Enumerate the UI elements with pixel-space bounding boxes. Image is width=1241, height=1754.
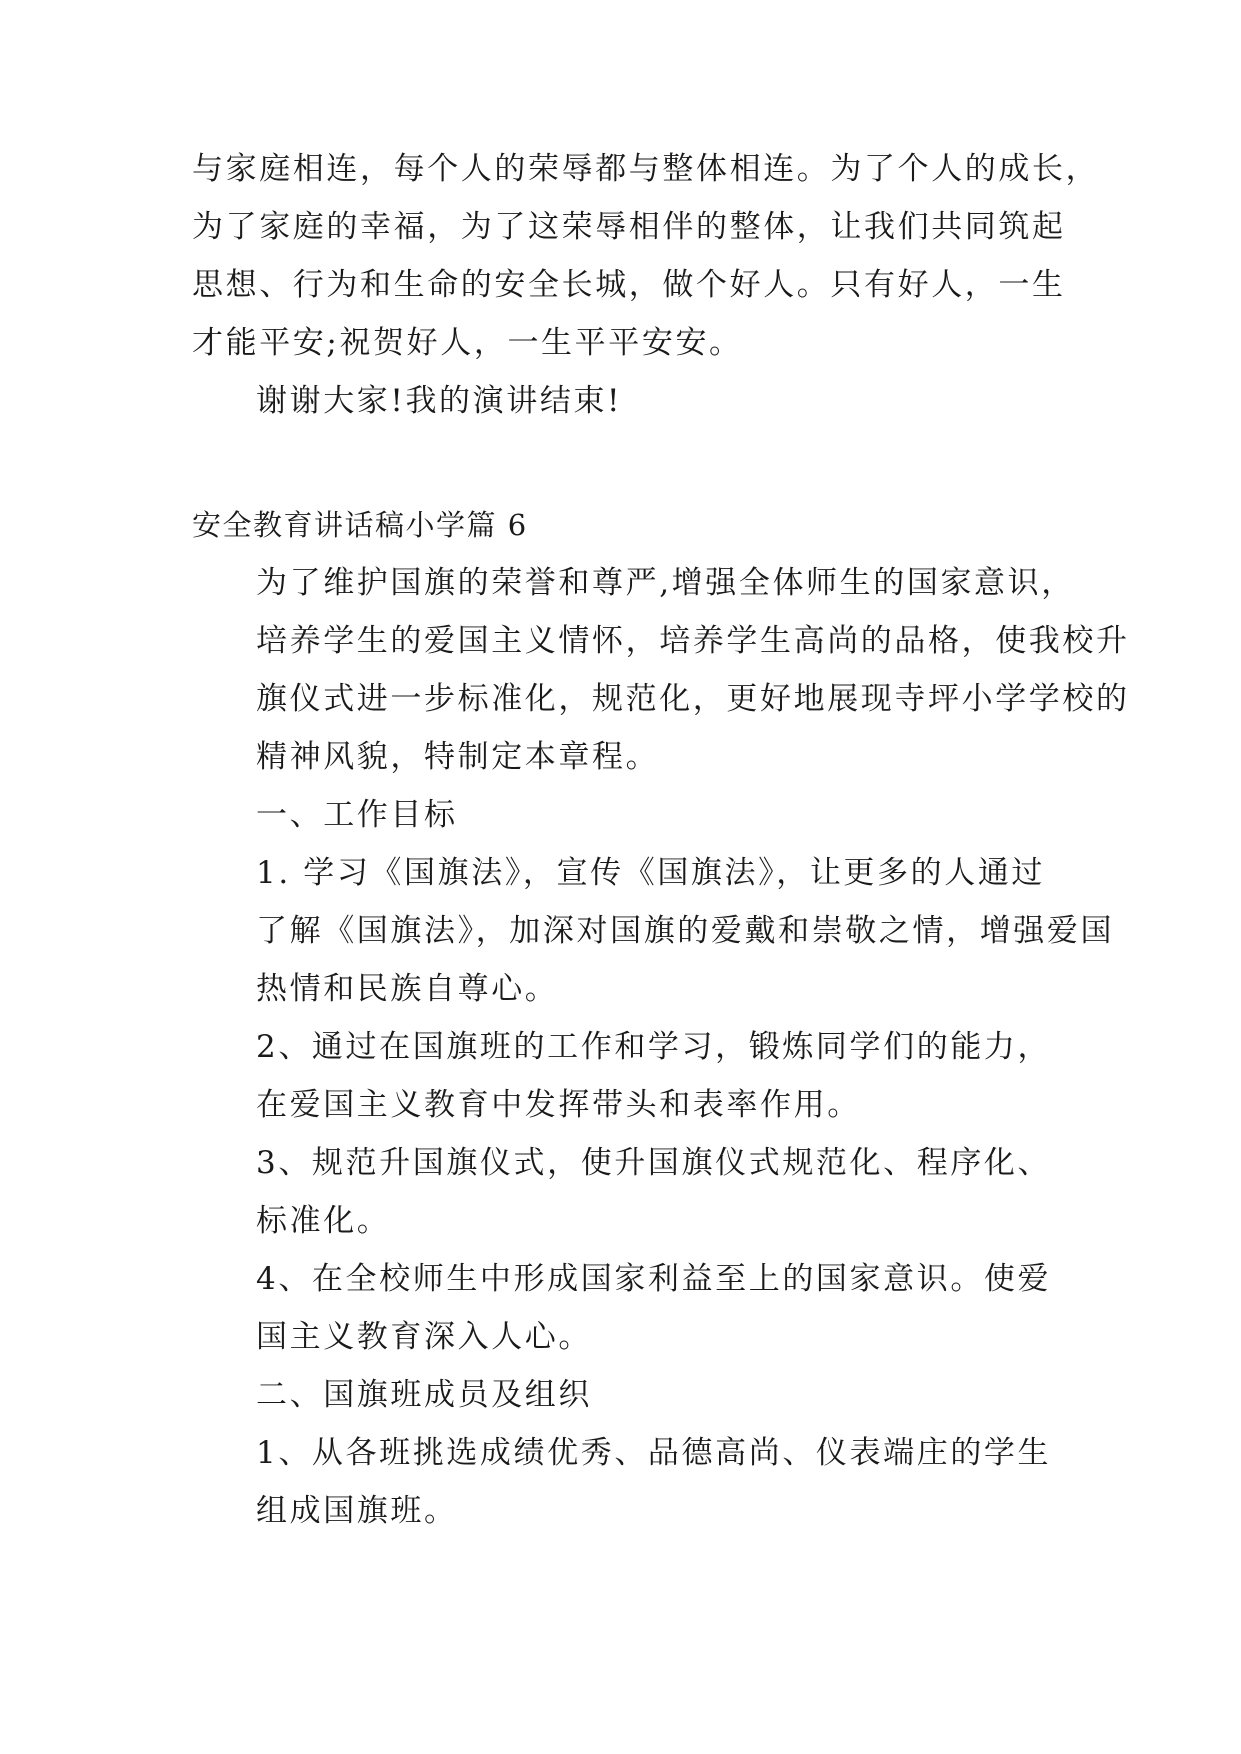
paragraph [192, 786, 1058, 844]
text-line: 一、工作目标 [256, 797, 458, 833]
paragraph [192, 140, 1100, 372]
paragraph [192, 844, 1115, 1018]
paragraph [192, 372, 1058, 430]
text-line: 二、国旗班成员及组织 [256, 1377, 592, 1413]
text-line: 了解《国旗法》，加深对国旗的爱戴和崇敬之情，增强爱国 [256, 913, 1115, 949]
text-line: 1. 学习《国旗法》，宣传《国旗法》，让更多的人通过 [256, 855, 1046, 891]
section-title [192, 496, 1058, 554]
paragraph [192, 1134, 1058, 1250]
text-line: 3、规范升国旗仪式，使升国旗仪式规范化、程序化、 [256, 1145, 1052, 1181]
text-line: 为了家庭的幸福，为了这荣辱相伴的整体，让我们共同筑起 [192, 209, 1066, 245]
text-line: 培养学生的爱国主义情怀，培养学生高尚的品格，使我校升 [256, 623, 1130, 659]
text-line: 1、从各班挑选成绩优秀、品德高尚、仪表端庄的学生 [256, 1435, 1052, 1471]
text-line: 标准化。 [256, 1203, 391, 1239]
text-line: 热情和民族自尊心。 [256, 971, 559, 1007]
text-line: 精神风貌，特制定本章程。 [256, 739, 660, 775]
text-line: 旗仪式进一步标准化，规范化，更好地展现寺坪小学学校的 [256, 681, 1130, 717]
paragraph [192, 1250, 1058, 1366]
text-line: 安全教育讲话稿小学篇 6 [192, 508, 528, 542]
text-line: 组成国旗班。 [256, 1493, 458, 1529]
paragraph [192, 1018, 1058, 1134]
text-line: 思想、行为和生命的安全长城，做个好人。只有好人，一生 [192, 267, 1066, 303]
text-line: 在爱国主义教育中发挥带头和表率作用。 [256, 1087, 861, 1123]
text-line: 4、在全校师生中形成国家利益至上的国家意识。使爱 [256, 1261, 1052, 1297]
text-line: 为了维护国旗的荣誉和尊严,增强全体师生的国家意识， [256, 565, 1075, 601]
text-line: 才能平安;祝贺好人，一生平平安安。 [192, 325, 743, 361]
text-line: 2、通过在国旗班的工作和学习，锻炼同学们的能力， [256, 1029, 1052, 1065]
paragraph [192, 1366, 1058, 1424]
paragraph [192, 1424, 1058, 1540]
document-page [192, 140, 1130, 1540]
text-line: 国主义教育深入人心。 [256, 1319, 592, 1355]
text-line: 与家庭相连，每个人的荣辱都与整体相连。为了个人的成长， [192, 151, 1100, 187]
text-line: 谢谢大家!我的演讲结束! [256, 383, 623, 419]
paragraph [192, 554, 1130, 786]
